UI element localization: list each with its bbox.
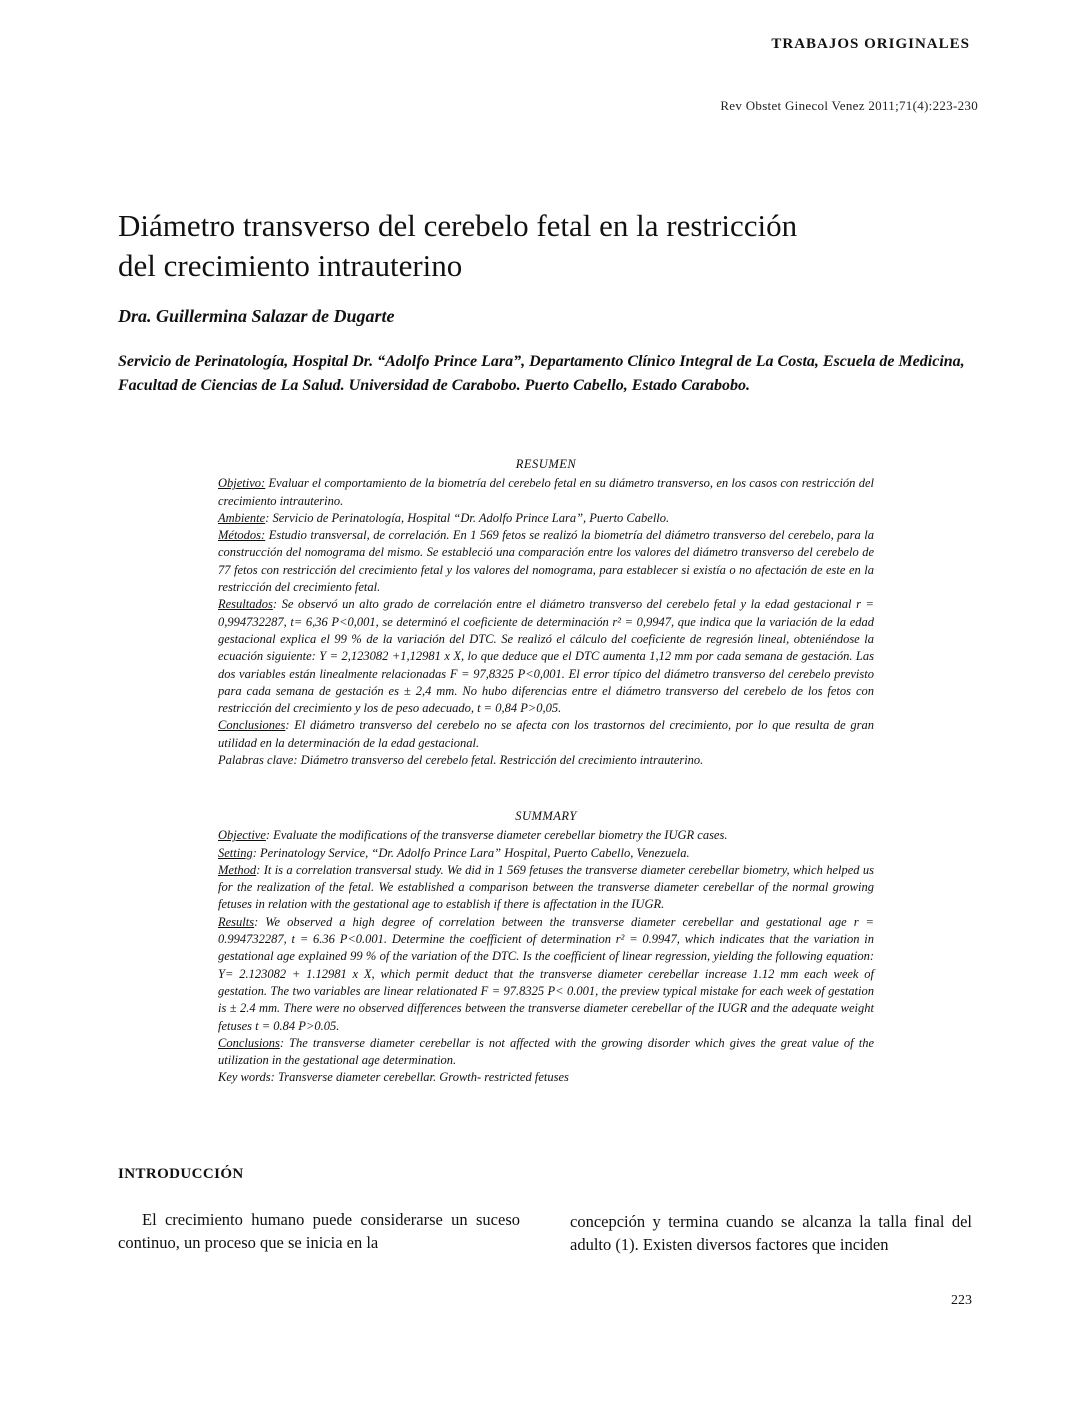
- resumen-results-label: Resultados: [218, 597, 273, 612]
- resumen-objective-text: Evaluar el comportamiento de la biometría del cerebelo fetal en su diámetro transverso, en los casos con restricción del crecimiento intrauterino.: [218, 476, 874, 508]
- page-number: 223: [951, 1293, 972, 1308]
- abstract-english: [218, 808, 874, 1087]
- summary-conclusions: [218, 1035, 874, 1070]
- article-title-line-2: del crecimiento intrauterino: [118, 248, 463, 283]
- summary-objective: [218, 827, 874, 844]
- summary-objective-text: : Evaluate the modifications of the transverse diameter cerebellar biometry the IUGR cases.: [265, 828, 728, 843]
- resumen-objective-label: Objetivo:: [218, 476, 266, 491]
- journal-citation: Rev Obstet Ginecol Venez 2011;71(4):223-230: [720, 98, 978, 113]
- summary-method: [218, 862, 874, 914]
- summary-setting-label: Setting: [218, 845, 253, 860]
- resumen-conclusions-label: Conclusiones: [218, 718, 286, 733]
- summary-results: [218, 914, 874, 1035]
- body-column-right: [570, 1210, 972, 1256]
- summary-keywords: Key words: Transverse diameter cerebellar. Growth- restricted fetuses: [218, 1070, 569, 1085]
- body-column-left: [118, 1208, 520, 1254]
- resumen-methods-text: Estudio transversal, de correlación. En 1 569 fetos se realizó la biometría del diámetro transverso del cerebelo, para la construcción del nomograma del mismo. Se estableció una comparación entre los valores del diámetro transverso del cerebelo de 77 fetos con restricción del crecimiento fetal y los valores del nomograma, para establecer si existía o no afectación de este en la restricción del crecimiento fetal.: [218, 528, 874, 595]
- abstract-spanish: [218, 456, 874, 769]
- resumen-keywords: Palabras clave: Diámetro transverso del cerebelo fetal. Restricción del crecimiento intrauterino.: [218, 753, 704, 768]
- resumen-heading: RESUMEN: [515, 457, 577, 471]
- summary-method-text: : It is a correlation transversal study. We did in 1 569 fetuses the transverse diameter cerebellar biometry, which helped us for the realization of the fetal. We established a comparison between the transverse diameter cerebellar of the normal growing fetuses in relation with the gestational age to establish if there is affectation in the IUGR.: [218, 862, 874, 912]
- introduction-heading: INTRODUCCIÓN: [118, 1166, 244, 1182]
- summary-conclusions-label: Conclusions: [218, 1035, 280, 1050]
- summary-results-text: : We observed a high degree of correlation between the transverse diameter cerebellar and gestational age r = 0.994732287, t = 6.36 P<0.001. Determine the coefficient of determination r² = 0.9947, which indicates that the variation in gestational age explained 99 % of the variation of the DTC. Is the coefficient of linear regression, yielding the following equation: Y= 2.123082 + 1.12981 x X, which permit deduct that the transverse diameter cerebellar increase 1.12 mm each week of gestation. The two variables are linear relationated F = 97.8325 P< 0.001, the preview typical mistake for each week of gestation is ± 2.4 mm. There were no observed differences between the transverse diameter cerebellar of the IUGR and the adequate weight fetuses t = 0.84 P>0.05.: [218, 914, 874, 1033]
- summary-heading: SUMMARY: [515, 809, 577, 823]
- resumen-results: [218, 596, 874, 717]
- resumen-conclusions: [218, 717, 874, 752]
- resumen-results-text: : Se observó un alto grado de correlación entre el diámetro transverso del cerebelo fetal y la edad gestacional r = 0,994732287, t= 6,36 P<0,001, se determinó el coeficiente de determinación r² = 0,9947, que indica que la variación de la edad gestacional explica el 99 % de la variación del DTC. Se realizó el cálculo del coeficiente de regresión lineal, obteniéndose la ecuación siguiente: Y = 2,123082 +1,12981 x X, lo que deduce que el DTC aumenta 1,12 mm por cada semana de gestación. Las dos variables están linealmente relacionadas F = 97,8325 P<0,001. El error típico del diámetro transverso del cerebelo previsto para cada semana de gestación es ± 2,4 mm. No hubo diferencias entre el diámetro transverso del cerebelo de los fetos con restricción del crecimiento y los de peso adecuado, t = 0,84 P>0,05.: [218, 597, 874, 716]
- author-affiliation: Servicio de Perinatología, Hospital Dr. “Adolfo Prince Lara”, Departamento Clínico Integral de La Costa, Escuela de Medicina, Facultad de Ciencias de La Salud. Universidad de Carabobo. Puerto Cabello, Estado Carabobo.: [118, 353, 965, 394]
- summary-conclusions-text: : The transverse diameter cerebellar is not affected with the growing disorder which gives the great value of the utilization in the gestational age determination.: [218, 1035, 874, 1068]
- resumen-conclusions-text: : El diámetro transverso del cerebelo no se afecta con los trastornos del crecimiento, por lo que resulta de gran utilidad en la determinación de la edad gestacional.: [218, 718, 874, 750]
- resumen-setting: [218, 510, 874, 527]
- intro-paragraph-left: El crecimiento humano puede considerarse un suceso continuo, un proceso que se inicia en la: [118, 1210, 520, 1252]
- summary-setting-text: : Perinatology Service, “Dr. Adolfo Prince Lara” Hospital, Puerto Cabello, Venezuela.: [252, 845, 690, 860]
- summary-results-label: Results: [218, 914, 255, 929]
- article-title-line-1: Diámetro transverso del cerebelo fetal en la restricción: [118, 208, 798, 243]
- summary-setting: [218, 845, 874, 862]
- resumen-setting-label: Ambiente: [218, 510, 266, 525]
- section-label: TRABAJOS ORIGINALES: [771, 36, 970, 52]
- summary-method-label: Method: [218, 862, 257, 877]
- resumen-methods-label: Métodos:: [218, 528, 266, 543]
- author-name: Dra. Guillermina Salazar de Dugarte: [118, 306, 395, 326]
- summary-objective-label: Objective: [218, 828, 266, 843]
- resumen-objective: [218, 475, 874, 510]
- resumen-methods: [218, 527, 874, 596]
- article-title: [118, 206, 978, 286]
- resumen-setting-text: : Servicio de Perinatología, Hospital “Dr. Adolfo Prince Lara”, Puerto Cabello.: [265, 510, 670, 525]
- intro-paragraph-right: concepción y termina cuando se alcanza la talla final del adulto (1). Existen diversos factores que inciden: [570, 1212, 972, 1254]
